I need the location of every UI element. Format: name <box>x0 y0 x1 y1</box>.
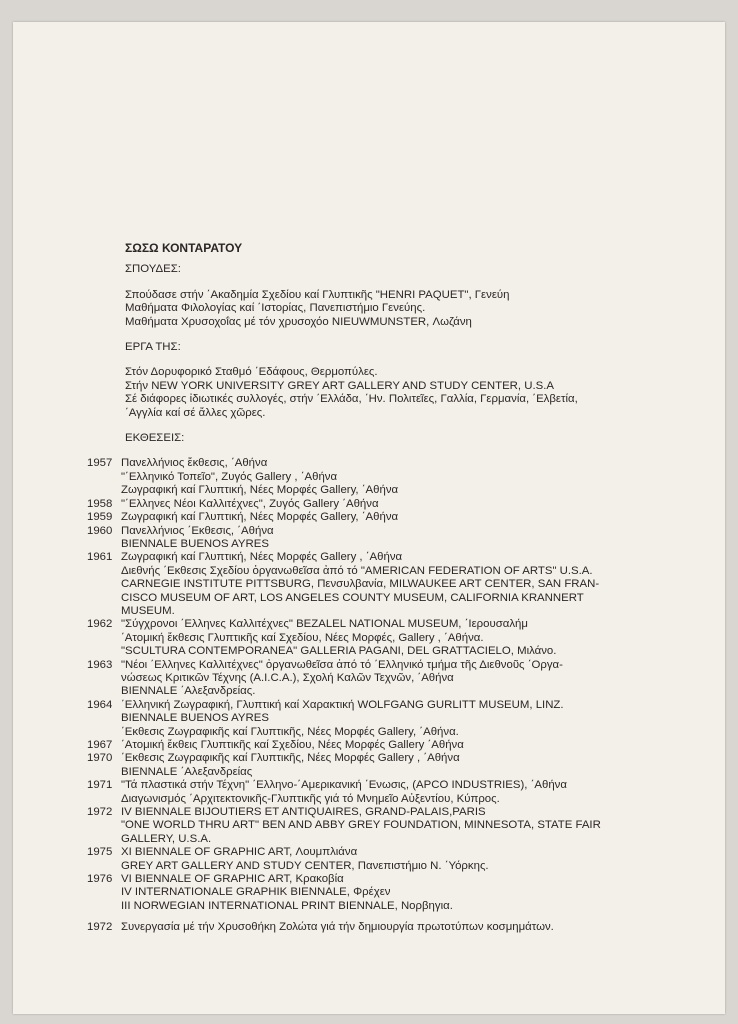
exhibition-line: "ONE WORLD THRU ART" BEN AND ABBY GREY FOUNDATION, MINNESOTA, STATE FAIR <box>121 819 601 832</box>
studies-heading: ΣΠΟΥΔΕΣ: <box>125 263 181 276</box>
exhibition-line: ΄Εκθεσις Ζωγραφικῆς καί Γλυπτικῆς, Νέες Μορφές Gallery , ΄Αθήνα <box>121 752 460 765</box>
exhibition-year: 1964 <box>87 698 113 711</box>
exhibition-line: ΄Ελληνική Ζωγραφική, Γλυπτική καί Χαρακτική WOLFGANG GURLITT MUSEUM, LINZ. <box>121 698 564 711</box>
exhibition-lines <box>117 525 657 552</box>
works-block <box>125 366 657 420</box>
exhibition-line: Ζωγραφική καί Γλυπτική, Νέες Μορφές Gallery, ΄Αθήνα <box>121 484 399 497</box>
exhibition-lines <box>117 659 657 699</box>
exhibition-year: 1959 <box>87 511 113 524</box>
final-entry-text: Συνεργασία μέ τήν Χρυσοθήκη Ζολώτα γιά τήν δημιουργία πρωτοτύπων κοσμημάτων. <box>121 921 554 934</box>
exhibition-lines <box>117 846 657 873</box>
works-line: ΄Αγγλία καί σέ ἄλλες χῶρες. <box>125 406 266 419</box>
biography-content <box>87 242 657 935</box>
exhibition-lines <box>117 779 657 806</box>
exhibition-line: νώσεως Κριτικῶν Τέχνης (A.I.C.A.), Σχολή Καλῶν Τεχνῶν, ΄Αθήνα <box>121 671 454 684</box>
exhibition-entry <box>87 618 657 658</box>
exhibition-line: BIENNALE ΄Αλεξανδρείας. <box>121 685 256 698</box>
exhibition-year: 1961 <box>87 551 113 564</box>
exhibition-line: ΄Ατομική ἔκθεσις Γλυπτικῆς καί Σχεδίου, Νέες Μορφές, Gallery , ΄Αθήνα. <box>121 631 484 644</box>
exhibition-lines <box>117 498 657 511</box>
works-line: Στήν NEW YORK UNIVERSITY GREY ART GALLERY AND STUDY CENTER, U.S.A <box>125 379 554 392</box>
studies-block <box>125 289 657 329</box>
exhibition-lines <box>117 752 657 779</box>
exhibition-line: CARNEGIE INSTITUTE PITTSBURG, Πενσυλβανία, MILWAUKEE ART CENTER, SAN FRAN- <box>121 578 600 591</box>
exhibition-line: CISCO MUSEUM OF ART, LOS ANGELES COUNTY MUSEUM, CALIFORNIA KRANNERT <box>121 591 584 604</box>
exhibition-line: III NORWEGIAN INTERNATIONAL PRINT BIENNALE, Νορβηγια. <box>121 899 453 912</box>
exhibition-line: ΄Ατομική ἔκθεις Γλυπτικῆς καί Σχεδίου, Νέες Μορφές Gallery ΄Αθήνα <box>121 739 464 751</box>
exhibition-line: ΄Εκθεσις Ζωγραφικῆς καί Γλυπτικῆς, Νέες Μορφές Gallery, ΄Αθήνα. <box>121 725 459 738</box>
exhibition-line: XI BIENNALE OF GRAPHIC ART, Λουμπλιάνα <box>121 846 358 859</box>
exhibitions-heading: ΕΚΘΕΣΕΙΣ: <box>125 432 185 445</box>
exhibition-lines <box>117 873 657 913</box>
exhibition-line: MUSEUM. <box>121 604 175 617</box>
exhibition-entry <box>87 806 657 846</box>
exhibition-line: IV BIENNALE BIJOUTIERS ET ANTIQUAIRES, GRAND-PALAIS,PARIS <box>121 806 486 819</box>
exhibition-entry <box>87 511 657 524</box>
exhibition-lines <box>117 551 657 618</box>
exhibition-entry <box>87 846 657 873</box>
exhibition-lines <box>117 457 657 497</box>
exhibition-lines <box>117 511 657 524</box>
exhibition-line: Πανελλήνιος ΄Εκθεσις, ΄Αθήνα <box>121 524 274 537</box>
exhibition-line: "΄Ελληνικό Τοπεῖο", Ζυγός Gallery , ΄Αθήνα <box>121 470 338 483</box>
exhibition-line: BIENNALE ΄Αλεξανδρείας <box>121 765 253 778</box>
exhibition-year: 1975 <box>87 846 113 859</box>
exhibition-year: 1957 <box>87 457 113 470</box>
studies-line: Μαθήματα Φιλολογίας καί ΄Ιστορίας, Πανεπιστήμιο Γενεύης. <box>125 302 426 315</box>
exhibition-line: Ζωγραφική καί Γλυπτική, Νέες Μορφές Gallery , ΄Αθήνα <box>121 551 403 564</box>
exhibition-line: "Νέοι ΄Ελληνες Καλλιτέχνες" ὀργανωθεῖσα ἀπό τό ΄Ελληνικό τμήμα τῆς Διεθνοῦς ΄Οργα- <box>121 658 563 671</box>
final-entry <box>87 921 657 934</box>
exhibition-entry <box>87 752 657 779</box>
document-page <box>13 22 725 1014</box>
exhibition-lines <box>117 618 657 658</box>
exhibition-line: Πανελλήνιος ἔκθεσις, ΄Αθήνα <box>121 457 268 470</box>
works-line: Σέ διάφορες ἰδιωτικές συλλογές, στήν ΄Ελλάδα, ΄Ην. Πολιτεῖες, Γαλλία, Γερμανία, ΄Ελβετία, <box>125 393 578 406</box>
works-line: Στόν Δορυφορικό Σταθμό ΄Εδάφους, Θερμοπύλες. <box>125 366 378 379</box>
studies-line: Μαθήματα Χρυσοχοΐας μέ τόν χρυσοχόο NIEUWMUNSTER, Λωζάνη <box>125 315 472 328</box>
exhibition-line: "SCULTURA CONTEMPORANEA" GALLERIA PAGANI, DEL GRATTACIELO, Μιλάνο. <box>121 645 557 658</box>
exhibition-line: IV INTERNATIONALE GRAPHIK BIENNALE, Φρέχεν <box>121 886 391 899</box>
exhibition-entry <box>87 525 657 552</box>
exhibition-year: 1970 <box>87 752 113 765</box>
exhibition-lines <box>117 699 657 739</box>
exhibition-entry <box>87 498 657 511</box>
artist-name-title: ΣΩΣΩ ΚΟΝΤΑΡΑΤΟΥ <box>125 241 243 255</box>
exhibition-lines <box>117 739 657 752</box>
exhibition-entry <box>87 551 657 618</box>
exhibition-entry <box>87 739 657 752</box>
exhibition-year: 1963 <box>87 658 113 671</box>
exhibition-line: Διαγωνισμός ΄Αρχιτεκτονικῆς-Γλυπτικῆς γιά τό Μνημεῖο Αὐξεντίου, Κύπρος. <box>121 792 500 805</box>
exhibition-line: Διεθνής ΄Εκθεσις Σχεδίου ὀργανωθεῖσα ἀπό τό "AMERICAN FEDERATION OF ARTS" U.S.A. <box>121 564 593 577</box>
exhibition-year: 1971 <box>87 779 113 792</box>
exhibition-lines <box>117 806 657 846</box>
exhibition-entry <box>87 779 657 806</box>
works-heading: ΕΡΓΑ ΤΗΣ: <box>125 341 181 354</box>
exhibition-year: 1967 <box>87 739 113 751</box>
exhibition-year: 1972 <box>87 806 113 819</box>
exhibition-line: Ζωγραφική καί Γλυπτική, Νέες Μορφές Gallery, ΄Αθήνα <box>121 511 399 524</box>
exhibition-line: VI BIENNALE OF GRAPHIC ART, Κρακοβία <box>121 873 344 886</box>
exhibition-entry <box>87 457 657 497</box>
exhibition-line: "΄Ελληνες Νέοι Καλλιτέχνες", Ζυγός Gallery ΄Αθήνα <box>121 497 379 510</box>
exhibition-year: 1976 <box>87 873 113 886</box>
exhibition-year: 1958 <box>87 497 113 510</box>
exhibition-line: GREY ART GALLERY AND STUDY CENTER, Πανεπιστήμιο N. ΄Υόρκης. <box>121 859 489 872</box>
exhibition-line: GALLERY, U.S.A. <box>121 832 212 845</box>
exhibition-entry <box>87 699 657 739</box>
exhibition-year: 1962 <box>87 618 113 631</box>
exhibition-year: 1960 <box>87 524 113 537</box>
exhibition-line: BIENNALE BUENOS AYRES <box>121 537 269 550</box>
exhibition-entry <box>87 659 657 699</box>
exhibition-line: BIENNALE BUENOS AYRES <box>121 712 269 725</box>
studies-line: Σπούδασε στήν ΄Ακαδημία Σχεδίου καί Γλυπτικῆς "HENRI PAQUET", Γενεύη <box>125 288 510 301</box>
exhibitions-list <box>87 457 657 913</box>
exhibition-entry <box>87 873 657 913</box>
exhibition-line: "Σύγχρονοι ΄Ελληνες Καλλιτέχνες" BEZALEL NATIONAL MUSEUM, ΄Ιερουσαλήμ <box>121 618 528 631</box>
exhibition-line: "Τά πλαστικά στήν Τέχνη" ΄Ελληνο-΄Αμερικανική ΄Ενωσις, (APCO INDUSTRIES), ΄Αθήνα <box>121 779 567 792</box>
final-entry-year: 1972 <box>87 921 113 934</box>
